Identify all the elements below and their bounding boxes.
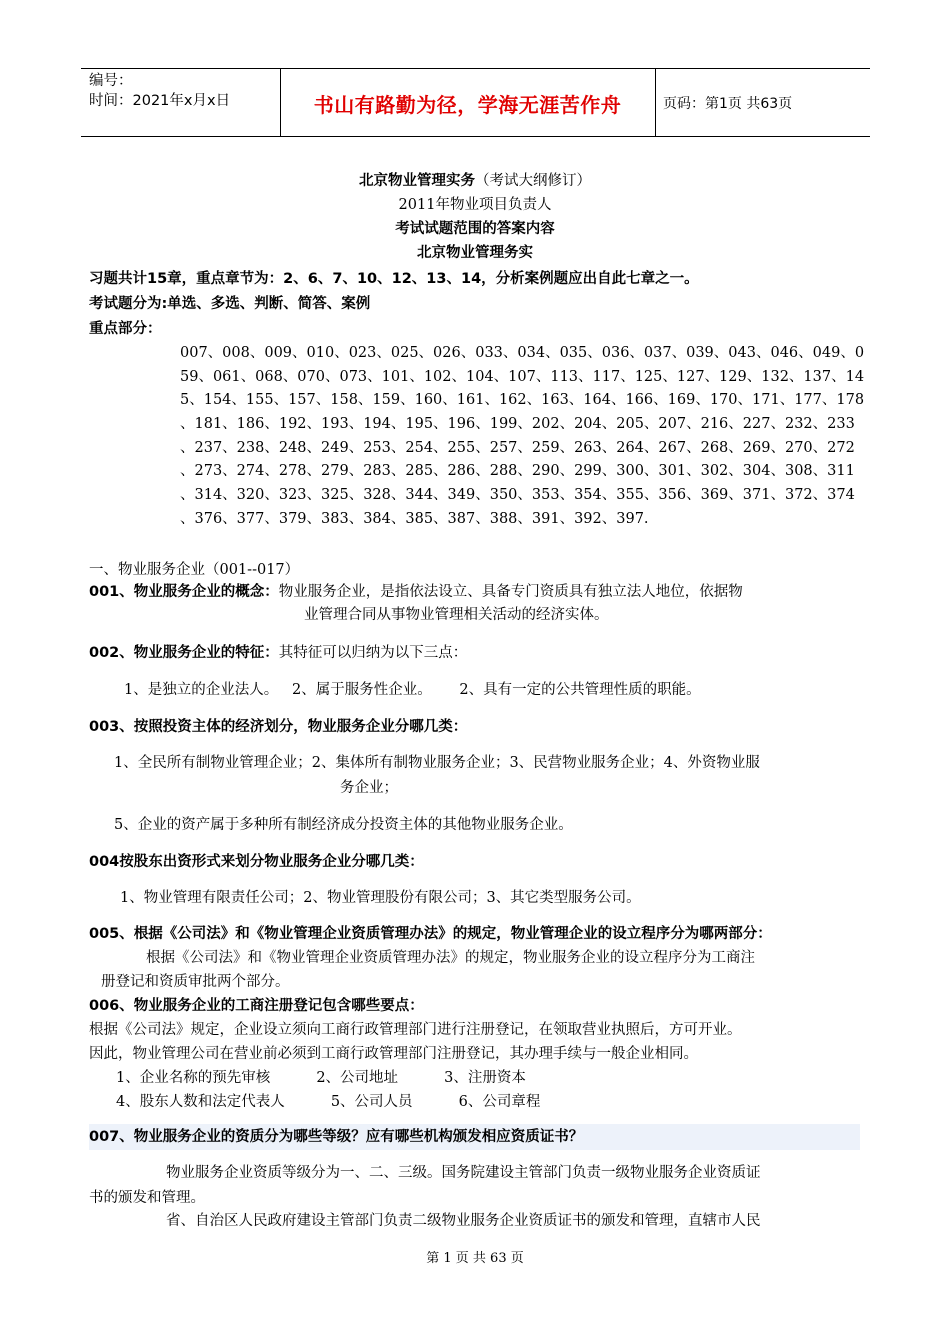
key-numbers-line: 、273、274、278、279、283、285、286、288、290、299、300、301、302、304、308、311 xyxy=(180,463,855,479)
q004-text: 1、物业管理有限责任公司；2、物业管理股份有限公司；3、其它类型服务公司。 xyxy=(120,890,641,906)
q006-items-row1: 1、企业名称的预先审核 2、公司地址 3、注册资本 xyxy=(116,1070,526,1086)
q003-text: 1、全民所有制物业管理企业；2、集体所有制物业服务企业；3、民营物业服务企业；4、外资物业服 xyxy=(114,755,760,771)
q005-text-cont: 册登记和资质审批两个部分。 xyxy=(101,974,290,990)
key-numbers-line: 007、008、009、010、023、025、026、033、034、035、036、037、039、043、046、049、0 xyxy=(180,345,865,361)
title-line-4: 北京物业管理务实 xyxy=(417,245,533,261)
key-numbers-line: 、376、377、379、383、384、385、387、388、391、392、397. xyxy=(180,511,649,527)
q005-text: 根据《公司法》和《物业管理企业资质管理办法》的规定，物业服务企业的设立程序分为工商注 xyxy=(146,950,755,966)
q007-text-2: 省、自治区人民政府建设主管部门负责二级物业服务企业资质证书的颁发和管理，直辖市人民 xyxy=(166,1213,761,1229)
title-bold: 北京物业管理实务 xyxy=(359,173,475,189)
q002-label: 002、物业服务企业的特征： xyxy=(89,645,279,661)
q005-label: 005、根据《公司法》和《物业管理企业资质管理办法》的规定，物业管理企业的设立程序分为哪两部分： xyxy=(89,926,772,942)
q002 xyxy=(89,643,467,663)
header-page-info: 页码：第1页 共63页 xyxy=(663,96,793,112)
header-meta xyxy=(89,71,230,111)
q001-text: 物业服务企业，是指依法设立、具备专门资质具有独立法人地位，依据物 xyxy=(278,584,743,600)
q003-label: 003、按照投资主体的经济划分，物业服务企业分哪几类： xyxy=(89,719,468,735)
q006-text-cont: 因此，物业管理公司在营业前必须到工商行政管理部门注册登记，其办理手续与一般企业相同。 xyxy=(89,1046,698,1062)
header-motto: 书山有路勤为径，学海无涯苦作舟 xyxy=(313,93,622,117)
key-numbers-line: 、314、320、323、325、328、344、349、350、353、354、355、356、369、371、372、374 xyxy=(180,487,855,503)
q001-text-cont: 业管理合同从事物业管理相关活动的经济实体。 xyxy=(304,607,609,623)
intro-question-types: 考试题分为:单选、多选、判断、简答、案例 xyxy=(89,296,371,312)
title-line-1 xyxy=(0,171,950,191)
q006-items-row2: 4、股东人数和法定代表人 5、公司人员 6、公司章程 xyxy=(116,1094,541,1110)
q003-text-cont: 务企业； xyxy=(340,780,398,796)
q007-text: 物业服务企业资质等级分为一、二、三级。国务院建设主管部门负责一级物业服务企业资质证 xyxy=(166,1165,761,1181)
header-divider-right xyxy=(655,69,656,136)
date-label: 时间：2021年x月x日 xyxy=(89,93,231,109)
title-paren: （考试大纲修订） xyxy=(475,173,591,189)
q006-text: 根据《公司法》规定，企业设立须向工商行政管理部门进行注册登记，在领取营业执照后，方可开业。 xyxy=(89,1022,742,1038)
title-line-3: 考试试题范围的答案内容 xyxy=(395,221,555,237)
q003-text-5: 5、企业的资产属于多种所有制经济成分投资主体的其他物业服务企业。 xyxy=(114,817,573,833)
key-numbers-line: 59、061、068、070、073、101、102、104、107、113、117、125、127、129、132、137、14 xyxy=(180,369,865,385)
q002-items: 1、是独立的企业法人。 2、属于服务性企业。 2、具有一定的公共管理性质的职能。 xyxy=(124,682,701,698)
intro-key-label: 重点部分： xyxy=(89,321,162,337)
document-header xyxy=(81,68,870,137)
q007-text-cont: 书的颁发和管理。 xyxy=(89,1190,205,1206)
q007-label: 007、物业服务企业的资质分为哪些等级？应有哪些机构颁发相应资质证书？ xyxy=(89,1129,584,1145)
q001-label: 001、物业服务企业的概念： xyxy=(89,584,279,600)
key-numbers-line: 、237、238、248、249、253、254、255、257、259、263、264、267、268、269、270、272 xyxy=(180,440,855,456)
q002-text: 其特征可以归纳为以下三点： xyxy=(278,645,468,661)
q004-label: 004按股东出资形式来划分物业服务企业分哪几类： xyxy=(89,854,424,870)
q001 xyxy=(89,582,743,602)
key-numbers-line: 5、154、155、157、158、159、160、161、162、163、164、166、169、170、171、177、178 xyxy=(180,392,865,408)
key-numbers-line: 、181、186、192、193、194、195、196、199、202、204、205、207、216、227、232、233 xyxy=(180,416,855,432)
title-line-2: 2011年物业项目负责人 xyxy=(398,197,552,213)
number-label: 编号： xyxy=(89,73,133,89)
q006-label: 006、物业服务企业的工商注册登记包含哪些要点： xyxy=(89,998,424,1014)
intro-chapters: 习题共计15章，重点章节为：2、6、7、10、12、13、14，分析案例题应出自此七章之一。 xyxy=(89,271,699,287)
section-heading: 一、物业服务企业（001--017） xyxy=(89,562,300,578)
page-footer: 第 1 页 共 63 页 xyxy=(426,1251,524,1266)
